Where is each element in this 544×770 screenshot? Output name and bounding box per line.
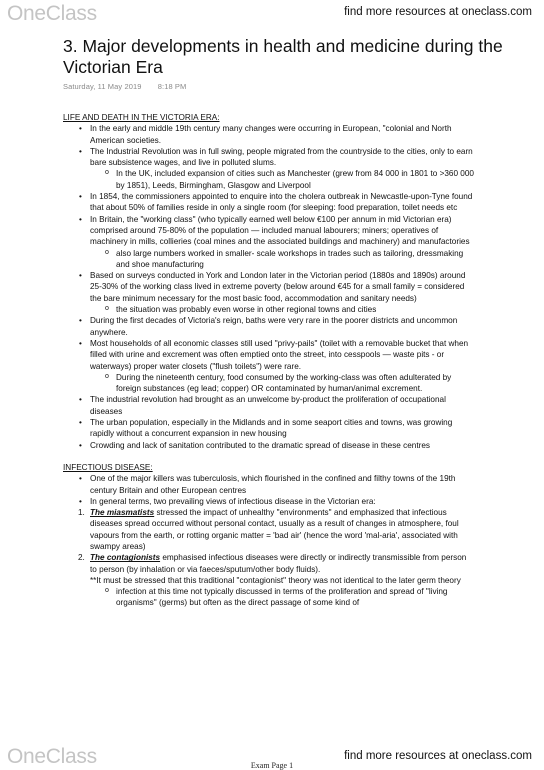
list-item: • One of the major killers was tuberculosis, which flourished in the confined and filthy towns of the 19th century Britain and other European centres bbox=[63, 473, 475, 496]
list-item: • Most households of all economic classes still used "privy-pails" (toilet with a removable bucket that when filled with urine and excrement was often emptied onto the street, into cesspools — waste pits - or waterways) proper water closets ("flush toilets") were rare. bbox=[63, 338, 475, 372]
footer-oneclass-logo[interactable]: OneClass bbox=[7, 745, 97, 768]
list-item: • In 1854, the commissioners appointed to enquire into the cholera outbreak in Newcastle-upon-Tyne found that about 50% of families reside in only a single room (for sleeping: food preparation, toilet needs etc bbox=[63, 191, 475, 214]
sub-list-item: o In the UK, included expansion of cities such as Manchester (grew from 84 000 in 1801 to >360 000 by 1851), Leeds, Birmingham, Glasgow and Liverpool bbox=[63, 168, 475, 191]
section-heading-infectious-disease: INFECTIOUS DISEASE: bbox=[63, 462, 153, 472]
note-time: 8:18 PM bbox=[157, 82, 187, 91]
list-item: • Based on surveys conducted in York and London later in the Victorian period (1880s and 1890s) around 25-30% of the working class lived in extreme poverty (below around €45 for a small family = considered the bare minimum necessary for the most basic food, accommodation and sanitary needs) bbox=[63, 270, 475, 304]
page-number: Exam Page 1 bbox=[250, 761, 294, 770]
item-number: 1. bbox=[78, 508, 85, 518]
sub-list-item: o infection at this time not typically discussed in terms of the proliferation and spread of "living organisms" (germs) but often as the direct passage of some kind of bbox=[63, 586, 475, 609]
list-item: • In general terms, two prevailing views of infectious disease in the Victorian era: bbox=[63, 496, 475, 507]
note-paragraph: **It must be stressed that this traditional "contagionist" theory was not identical to the later germ theory bbox=[90, 575, 461, 585]
header-bar bbox=[0, 0, 544, 26]
page-title: 3. Major developments in health and medicine during the Victorian Era bbox=[63, 36, 503, 77]
note-body bbox=[63, 112, 475, 609]
sub-list-item: o the situation was probably even worse in other regional towns and cities bbox=[63, 304, 475, 315]
list-item: • During the first decades of Victoria's reign, baths were very rare in the poorer districts and uncommon anywhere. bbox=[63, 315, 475, 338]
header-tagline-link[interactable]: find more resources at oneclass.com bbox=[344, 6, 532, 18]
list-item: • The urban population, especially in the Midlands and in some seaport cities and towns, was growing rapidly without a concurrent expansion in new housing bbox=[63, 417, 475, 440]
footer-tagline-link[interactable]: find more resources at oneclass.com bbox=[344, 750, 532, 762]
term-contagionists: The contagionists bbox=[90, 553, 161, 563]
list-item: • In Britain, the "working class" (who typically earned well below €100 per annum in mid Victorian era) comprised around 75-80% of the population — included manual labourers; miners; operatives of machinery in mills, collieries (coal mines and the associated buildings and machinery) and manufactories bbox=[63, 214, 475, 248]
section-list-infectious-disease bbox=[63, 473, 475, 609]
section-spacer bbox=[63, 451, 475, 462]
sub-list-item: o During the nineteenth century, food consumed by the working-class was often adulterated by foreign substances (eg lead; copper) OR contaminated by human/animal excrement. bbox=[63, 372, 475, 395]
section-list-life-and-death bbox=[63, 123, 475, 451]
item-text: emphasised infectious diseases were directly or indirectly transmissible from person to person (by inhalation or via faeces/sputum/other body fluids). bbox=[90, 553, 467, 574]
date-line bbox=[63, 82, 200, 91]
note-date: Saturday, 11 May 2019 bbox=[63, 82, 142, 91]
numbered-item-miasmatists bbox=[63, 507, 475, 552]
numbered-item-contagionists bbox=[63, 552, 475, 575]
term-miasmatists: The miasmatists bbox=[90, 508, 155, 518]
list-item: • In the early and middle 19th century many changes were occurring in European, "colonial and North American societies. bbox=[63, 123, 475, 146]
item-number: 2. bbox=[78, 553, 85, 563]
list-item: • Crowding and lack of sanitation contributed to the dramatic spread of disease in these centres bbox=[63, 440, 475, 451]
sub-list-item: o also large numbers worked in smaller- scale workshops in trades such as tailoring, dressmaking and shoe manufacturing bbox=[63, 248, 475, 271]
item-text: stressed the impact of unhealthy "environments" and emphasized that infectious diseases spread occurred without personal contact, usually as a result of changes in atmosphere, foul vapours from the earth, or rotting organic matter = 'bad air' (hence the word 'mal-aria', associated with swampy areas) bbox=[90, 508, 459, 551]
list-item: • The industrial revolution had brought as an unwelcome by-product the proliferation of occupational diseases bbox=[63, 394, 475, 417]
oneclass-logo[interactable]: OneClass bbox=[7, 2, 97, 25]
section-heading-life-and-death: LIFE AND DEATH IN THE VICTORIA ERA: bbox=[63, 113, 220, 122]
list-item: • The Industrial Revolution was in full swing, people migrated from the countryside to the cities, only to earn bare subsistence wages, and live in polluted slums. bbox=[63, 146, 475, 169]
